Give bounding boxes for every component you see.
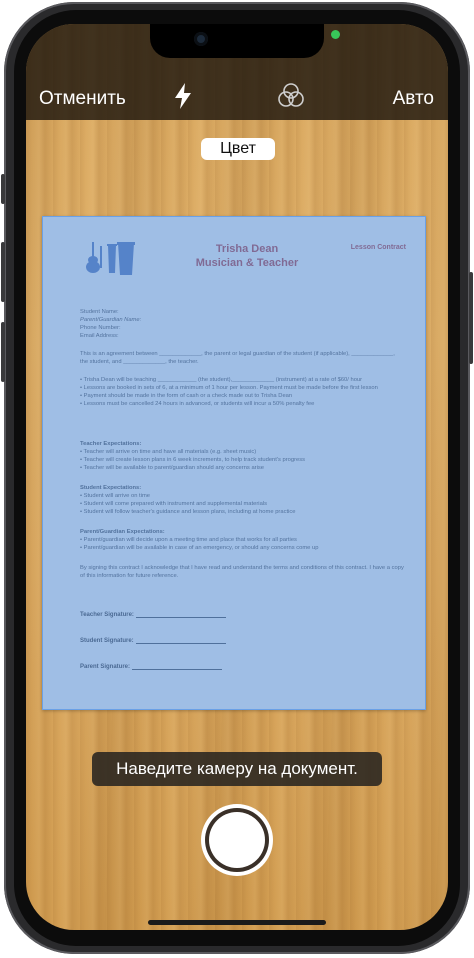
flash-icon[interactable]	[172, 82, 194, 110]
home-indicator[interactable]	[148, 920, 326, 925]
mute-switch	[1, 174, 5, 204]
auto-capture-button[interactable]: Авто	[392, 88, 434, 109]
camera-in-use-indicator	[331, 30, 340, 39]
camera-hint-banner: Наведите камеру на документ.	[92, 752, 382, 786]
cancel-button[interactable]: Отменить	[39, 88, 126, 109]
volume-down-button	[1, 322, 5, 382]
notch	[150, 24, 324, 58]
shutter-button[interactable]	[201, 804, 273, 876]
side-button	[469, 272, 473, 364]
filters-icon[interactable]	[277, 82, 305, 110]
shutter-core	[209, 812, 265, 868]
document-detection-overlay	[42, 216, 426, 710]
scanned-document	[42, 216, 426, 710]
camera-screen	[26, 24, 448, 930]
volume-up-button	[1, 242, 5, 302]
color-mode-badge[interactable]: Цвет	[201, 138, 275, 160]
front-camera-icon	[194, 32, 208, 46]
